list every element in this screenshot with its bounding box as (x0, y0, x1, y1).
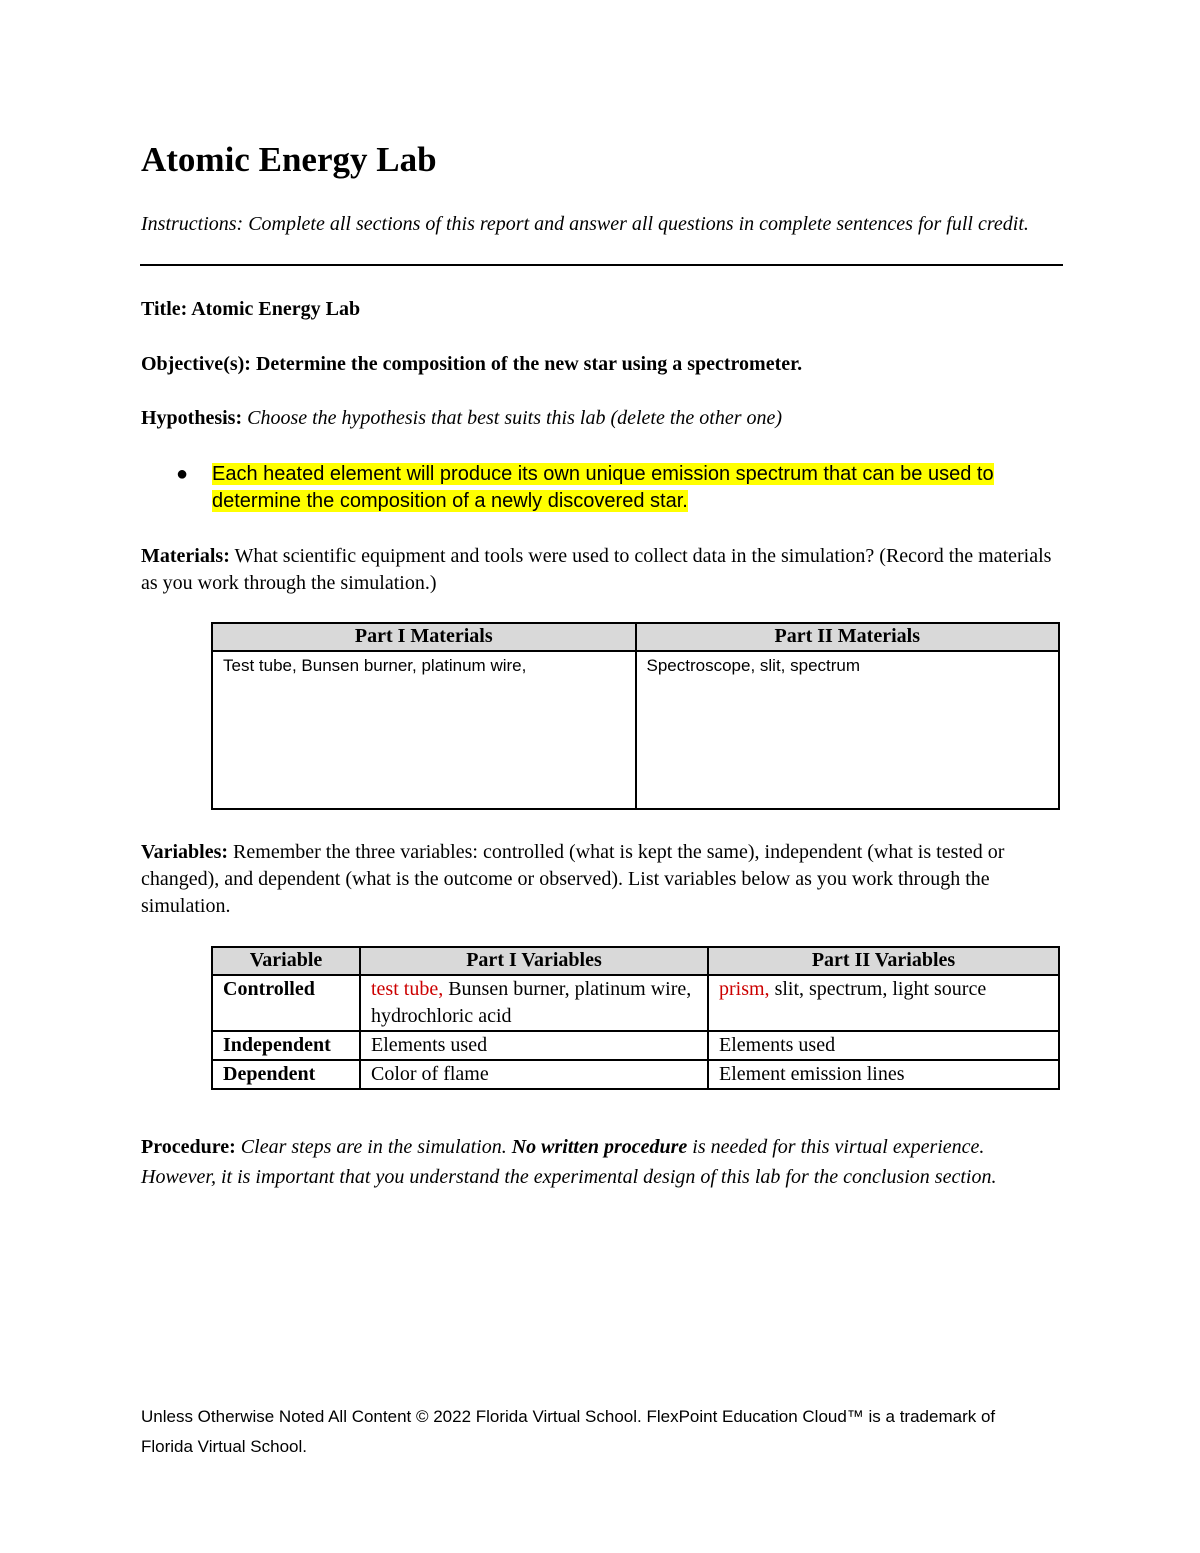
dependent-part2-cell: Element emission lines (708, 1060, 1059, 1089)
procedure-line: Procedure: Clear steps are in the simulation. No written procedure is needed for this virtual experience. However, it is important that you understand the experimental design of this lab for the conclusion section. (141, 1136, 997, 1188)
independent-part2-cell: Elements used (708, 1031, 1059, 1060)
bullet-icon: ● (176, 463, 189, 485)
variables-header-part2: Part II Variables (708, 947, 1059, 975)
materials-prompt: What scientific equipment and tools were used to collect data in the simulation? (Record the materials as you work through the simulation.) (141, 545, 1052, 594)
materials-table (211, 622, 1060, 810)
variables-line (141, 839, 1061, 920)
row-label-controlled: Controlled (212, 975, 360, 1031)
table-row (212, 975, 1059, 1031)
dependent-part1-cell: Color of flame (360, 1060, 708, 1089)
hypothesis-prompt: Choose the hypothesis that best suits this lab (delete the other one) (242, 407, 783, 429)
materials-header-part1: Part I Materials (212, 623, 636, 651)
header-divider (140, 264, 1063, 266)
page-title: Atomic Energy Lab (141, 140, 437, 179)
objective-value: Determine the composition of the new star using a spectrometer. (250, 353, 803, 375)
footer-copyright: Unless Otherwise Noted All Content © 2022 Florida Virtual School. FlexPoint Education Cloud™ is a trademark of Florida Virtual School. (141, 1407, 996, 1456)
instructions-text: Instructions: Complete all sections of this report and answer all questions in complete sentences for full credit. (141, 213, 1029, 235)
procedure-emphasis: No written procedure (511, 1136, 688, 1158)
lab-title-value: Atomic Energy Lab (187, 298, 361, 320)
variables-label: Variables: (141, 841, 229, 863)
procedure-label: Procedure: (141, 1136, 236, 1158)
objective-label: Objective(s): (141, 353, 251, 375)
hypothesis-bullet-text: Each heated element will produce its own unique emission spectrum that can be used to determine the composition of a newly discovered star. (212, 463, 994, 512)
materials-part2-cell: Spectroscope, slit, spectrum (636, 651, 1060, 809)
table-row (212, 1031, 1059, 1060)
variables-prompt: Remember the three variables: controlled (what is kept the same), independent (what is tested or changed), and dependent (what is the outcome or observed). List variables below as you work through the simulation. (141, 841, 1005, 917)
row-label-independent: Independent (212, 1031, 360, 1060)
variables-header-variable: Variable (212, 947, 360, 975)
controlled-part2-cell: prism, slit, spectrum, light source (708, 975, 1059, 1031)
hypothesis-line (141, 405, 782, 432)
variables-header-part1: Part I Variables (360, 947, 708, 975)
table-row (212, 1060, 1059, 1089)
lab-title-line (141, 296, 360, 323)
independent-part1-cell: Elements used (360, 1031, 708, 1060)
materials-header-part2: Part II Materials (636, 623, 1060, 651)
materials-part1-cell: Test tube, Bunsen burner, platinum wire, (212, 651, 636, 809)
controlled-part1-cell: test tube, Bunsen burner, platinum wire, hydrochloric acid (360, 975, 708, 1031)
variables-table (211, 946, 1060, 1090)
lab-title-label: Title: (141, 298, 188, 320)
materials-label: Materials: (141, 545, 230, 567)
row-label-dependent: Dependent (212, 1060, 360, 1089)
materials-line (141, 543, 1061, 597)
hypothesis-label: Hypothesis: (141, 407, 243, 429)
objective-line (141, 351, 802, 378)
